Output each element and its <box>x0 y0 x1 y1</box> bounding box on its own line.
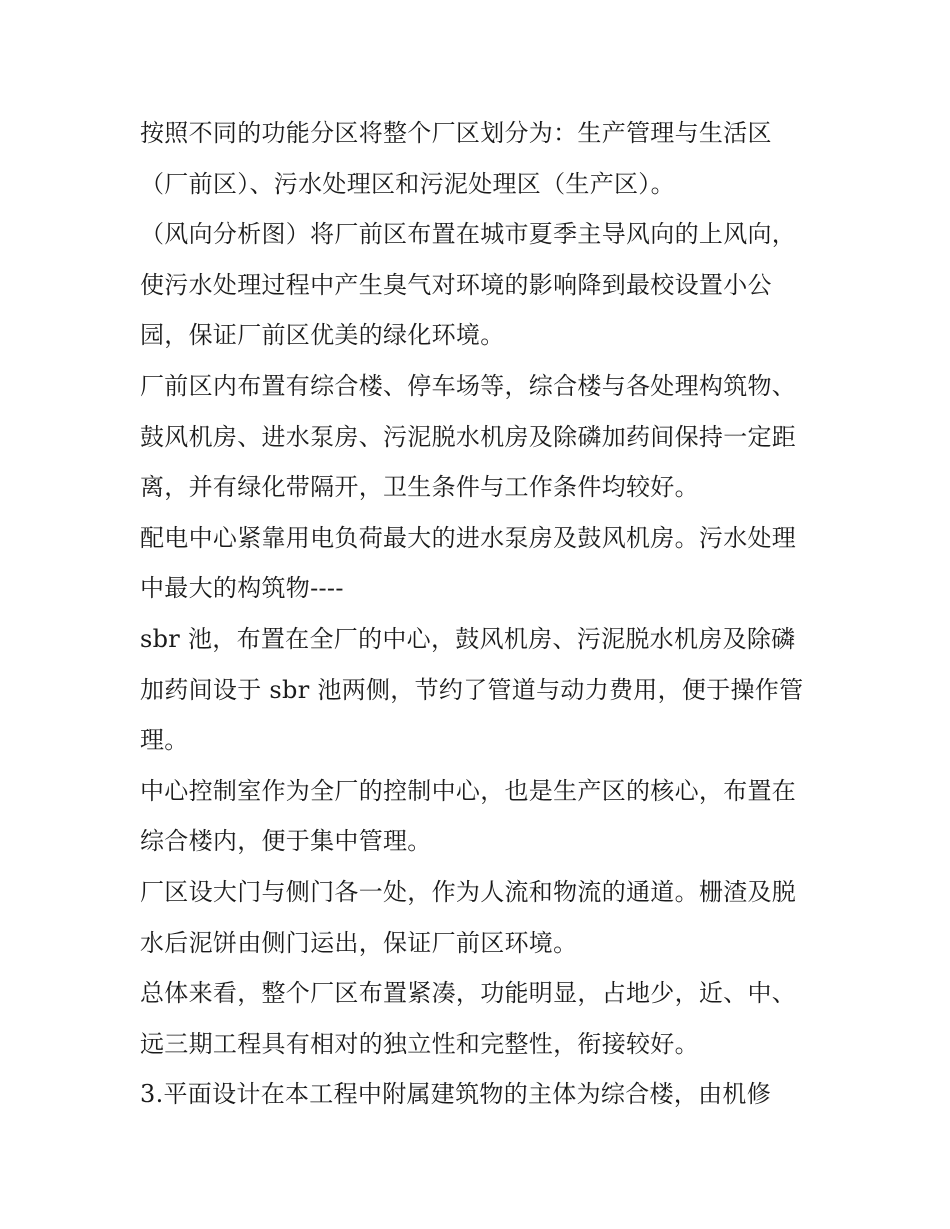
text-line: （风向分析图）将厂前区布置在城市夏季主导风向的上风向， <box>140 220 797 249</box>
text-line: 厂前区内布置有综合楼、停车场等，综合楼与各处理构筑物、 <box>140 371 797 400</box>
text-line: 离，并有绿化带隔开，卫生条件与工作条件均较好。 <box>140 473 699 502</box>
text-line: 远三期工程具有相对的独立性和完整性，衔接较好。 <box>140 1029 699 1058</box>
text-line: 使污水处理过程中产生臭气对环境的影响降到最校设置小公 <box>140 270 772 299</box>
text-line: sbr 池，布置在全厂的中心，鼓风机房、污泥脱水机房及除磷 <box>140 624 796 653</box>
text-line: 按照不同的功能分区将整个厂区划分为：生产管理与生活区 <box>140 119 772 147</box>
text-line: 园，保证厂前区优美的绿化环境。 <box>140 321 505 350</box>
text-line: 综合楼内，便于集中管理。 <box>140 827 432 856</box>
text-line: 鼓风机房、进水泵房、污泥脱水机房及除磷加药间保持一定距 <box>140 422 797 451</box>
text-line: 理。 <box>140 726 189 755</box>
text-line: 厂区设大门与侧门各一处，作为人流和物流的通道。栅渣及脱 <box>140 877 797 906</box>
text-line: 配电中心紧靠用电负荷最大的进水泵房及鼓风机房。污水处理 <box>140 523 797 552</box>
text-line: （厂前区）、污水处理区和污泥处理区（生产区）。 <box>140 169 675 198</box>
text-line: 中心控制室作为全厂的控制中心，也是生产区的核心，布置在 <box>140 776 797 805</box>
document-page <box>140 108 820 1120</box>
text-line: 中最大的构筑物---- <box>140 574 344 603</box>
text-line: 水后泥饼由侧门运出，保证厂前区环境。 <box>140 928 578 957</box>
text-line: 加药间设于 sbr 池两侧，节约了管道与动力费用，便于操作管 <box>140 675 804 704</box>
text-line: 总体来看，整个厂区布置紧凑，功能明显，占地少，近、中、 <box>140 979 797 1008</box>
text-line: 3.平面设计在本工程中附属建筑物的主体为综合楼，由机修 <box>140 1080 771 1109</box>
